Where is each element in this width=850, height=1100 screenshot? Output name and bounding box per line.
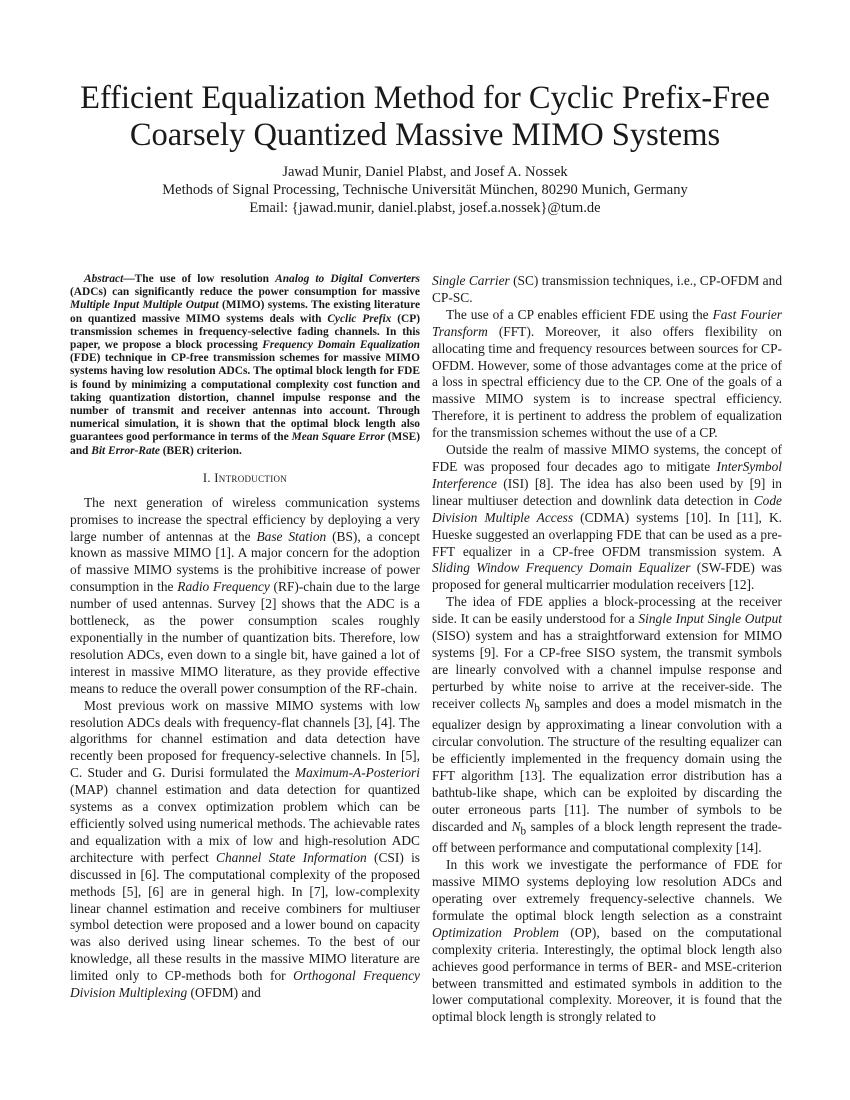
title-line-2: Coarsely Quantized Massive MIMO Systems: [129, 117, 721, 153]
paper-title: [40, 80, 810, 154]
section-heading-introduction: I. Introduction: [202, 470, 288, 485]
math-n-b: N: [525, 695, 535, 711]
intro-paragraph-4: Outside the realm of massive MIMO systems, the concept of FDE was proposed four decades ago to mitigate InterSymbol Interference (ISI) [8]. The idea has also been used by [9] in linear multiuser detection and downlink data detection in Code Division Multiple Access (CDMA) systems [10]. In [11], K. Hueske suggested an overlapping FDE that can be used as a pre-FFT equalizer in a CP-free OFDM transmission system. A Sliding Window Frequency Domain Equalizer (SW-FDE) was proposed for general multicarrier modulation receivers [12].: [432, 442, 782, 593]
math-n-b: N: [511, 818, 521, 834]
right-column: [432, 273, 782, 1026]
intro-paragraph-6: In this work we investigate the performance of FDE for massive MIMO systems deploying low resolution ADCs and operating over extremely frequency-selective channels. We formulate the optimal block length selection as a constraint Optimization Problem (OP), based on the computational complexity criteria. Interestingly, the optimal block length also achieves good performance in terms of BER- and MSE-criterion between transmitted and estimated symbols in addition to the lower computational complexity. Moreover, it is found that the optimal block length is strongly related to: [432, 857, 782, 1025]
author-email: Email: {jawad.munir, daniel.plabst, josef.a.nossek}@tum.de: [249, 200, 601, 216]
intro-paragraph-2: Most previous work on massive MIMO systems with low resolution ADCs deals with frequency-flat channels [3], [4]. The algorithms for channel estimation and data detection have recently been proposed for frequency-selective channels. In [5], C. Studer and G. Durisi formulated the Maximum-A-Posteriori (MAP) channel estimation and data detection for quantized systems as a convex optimization problem which can be efficiently solved using numerical methods. The achievable rates and equalization with a mix of low and high-resolution ADC architecture with perfect Channel State Information (CSI) is discussed in [6]. The computational complexity of the proposed methods [5], [6] are in general high. In [7], low-complexity linear channel estimation and receive combiners for multiuser symbol detection were proposed and a lower bound on capacity was also derived using linear schemes. To the best of our knowledge, all these results in the massive MIMO literature are limited only to CP-methods both for Orthogonal Frequency Division Multiplexing (OFDM) and: [70, 697, 421, 1001]
intro-paragraph-3: The use of a CP enables efficient FDE using the Fast Fourier Transform (FFT). Moreover, it also offers flexibility on allocating time and frequency resources between sources for CP-OFDM. However, some of those advantages come at the price of a loss in spectral efficiency due to the CP. One of the goals of a massive MIMO system is to increase spectral efficiency. Therefore, it is pertinent to address the problem of equalization for the transmission schemes without the use of a CP.: [432, 306, 782, 441]
title-line-1: Efficient Equalization Method for Cyclic Prefix-Free: [80, 80, 770, 116]
author-block: [0, 163, 850, 217]
abstract: Abstract—The use of low resolution Analog to Digital Converters (ADCs) can significantly reduce the power consumption for massive Multiple Input Multiple Output (MIMO) systems. The existing literature on quantized massive MIMO systems deals with Cyclic Prefix (CP) transmission schemes in frequency-selective fading channels. In this paper, we propose a block processing Frequency Domain Equalization (FDE) technique in CP-free transmission schemes for massive MIMO systems having low resolution ADCs. The optimal block length for FDE is found by minimizing a computational complexity cost function and taking quantization distortion, channel impulse response and the number of transmit and receiver antennas into account. Through numerical simulation, it is shown that the optimal block length also guarantees good performance in terms of the Mean Square Error (MSE) and Bit Error-Rate (BER) criterion.: [70, 273, 420, 457]
intro-paragraph-5: The idea of FDE applies a block-processing at the receiver side. It can be easily understood for a Single Input Single Output (SISO) system and has a straightforward extension for MIMO systems [9]. For a CP-free SISO system, the transmit symbols are linearly convolved with a channel impulse response and perturbed by white noise to arrive at the receiver-side. The receiver collects $N_b$ samples and does a model mismatch in the equalizer design by approximating a linear convolution with a circular convolution. The structure of the resulting equalizer can be efficiently implemented in the frequency domain using the FFT algorithm [13]. The equalization error distribution has a bathtub-like shape, which can be exploited by discarding the outer erroneous parts [11]. The number of symbols to be discarded and $N_b$ samples of a block length represent the trade-off between performance and computational complexity [14].: [432, 594, 782, 856]
left-column: [70, 273, 420, 1002]
abstract-label: Abstract: [84, 273, 124, 285]
author-affiliation: Methods of Signal Processing, Technische Universität München, 80290 Munich, Germany: [162, 182, 688, 198]
intro-paragraph-1: The next generation of wireless communication systems promises to increase the spectral efficiency by deploying a very large number of antennas at the Base Station (BS), a concept known as massive MIMO [1]. A major concern for the adoption of massive MIMO systems is the prohibitive increase of power consumption in the Radio Frequency (RF)-chain due to the large number of used antennas. Survey [2] shows that the ADC is a bottleneck, as the power consumption scales roughly exponentially in the number of quantization bits. Therefore, low resolution ADCs, even down to a single bit, have gained a lot of interest in massive MIMO literature, as they provide effective means to reduce the overall power consumption of the RF-chain.: [70, 494, 420, 696]
author-names: Jawad Munir, Daniel Plabst, and Josef A. Nossek: [282, 164, 568, 180]
intro-paragraph-continued: Single Carrier (SC) transmission techniques, i.e., CP-OFDM and CP-SC.: [432, 273, 783, 305]
